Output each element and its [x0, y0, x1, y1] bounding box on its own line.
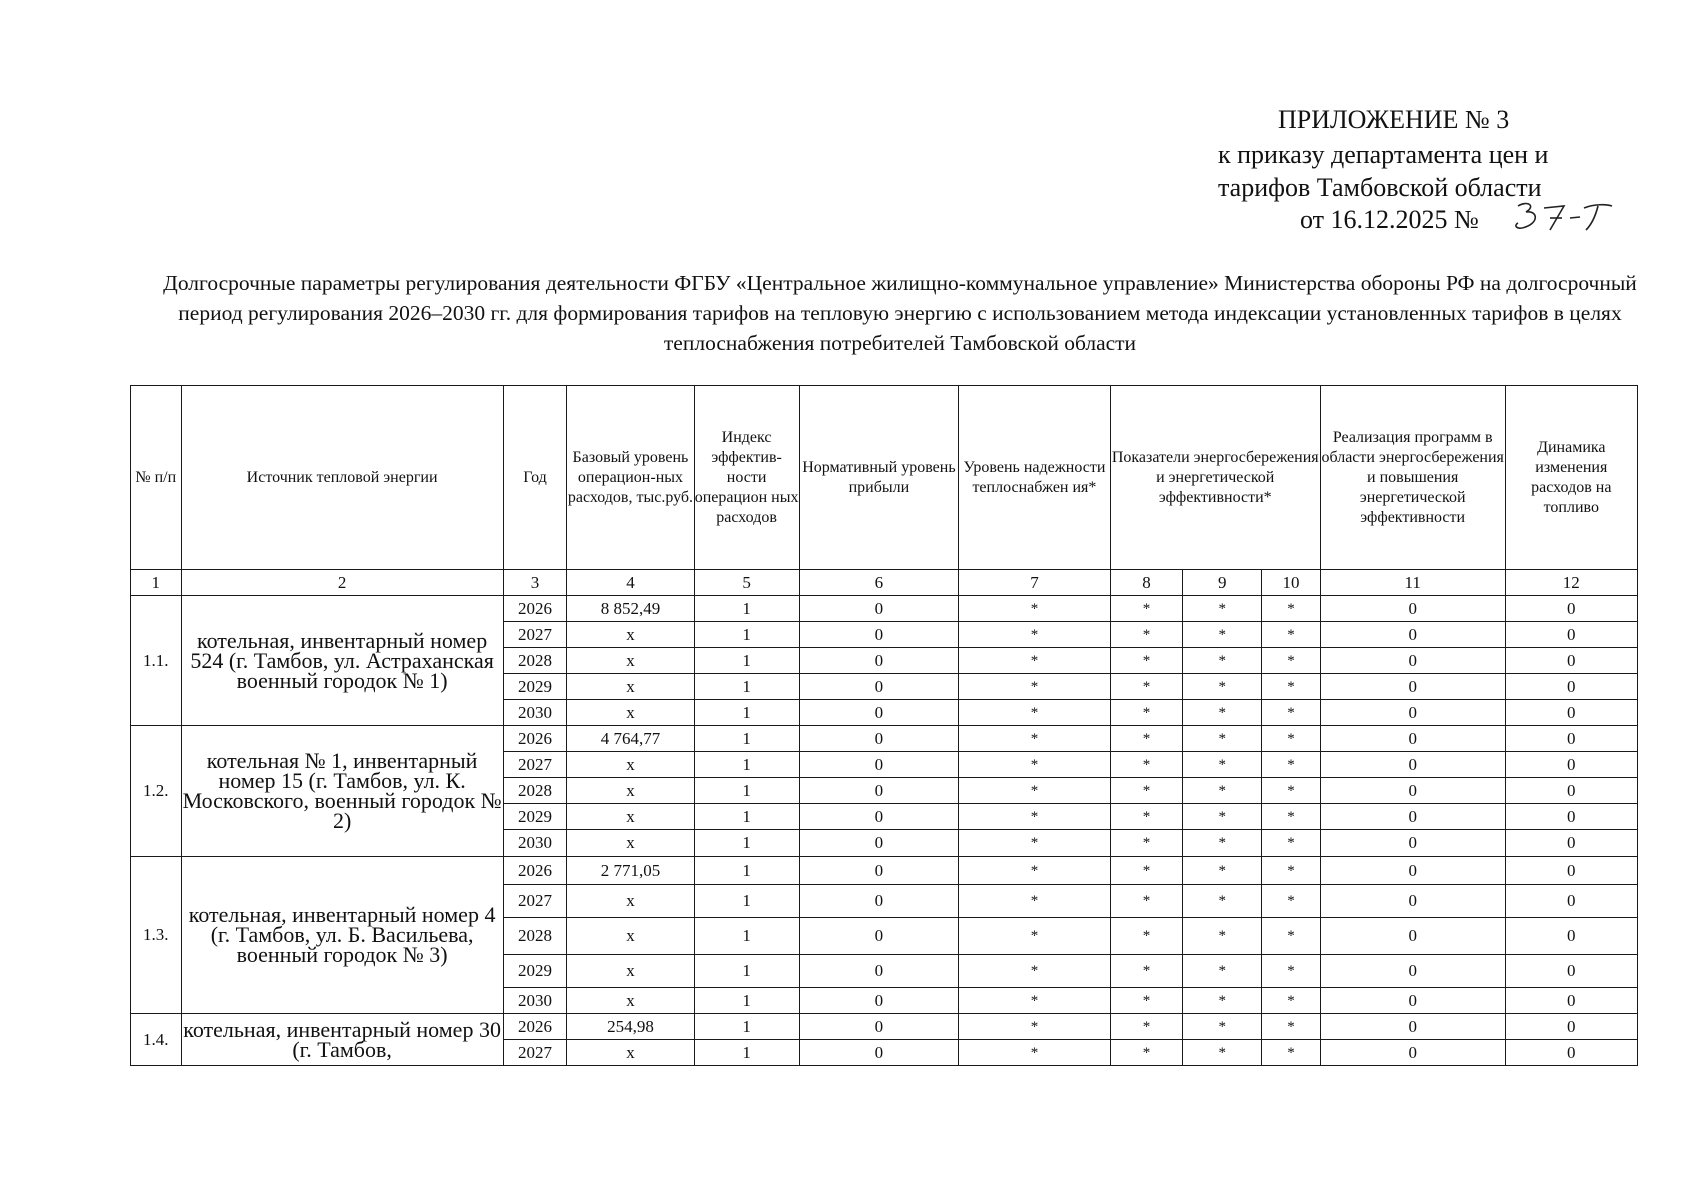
profit-cell: 0: [799, 700, 959, 726]
reliability-cell: *: [959, 700, 1111, 726]
column-number: 2: [181, 570, 503, 596]
energy-indicator-cell: *: [1110, 726, 1183, 752]
row-position-number: 1.1.: [131, 596, 182, 726]
fuel-dynamics-cell: 0: [1505, 988, 1637, 1014]
base-costs-cell: х: [567, 988, 694, 1014]
reliability-cell: *: [959, 1014, 1111, 1040]
energy-indicator-cell: *: [1262, 857, 1321, 885]
heat-source-name: котельная № 1, инвентарный номер 15 (г. Тамбов, ул. К. Московского, военный городок № 2): [181, 726, 503, 857]
energy-indicator-cell: *: [1262, 648, 1321, 674]
energy-indicator-cell: *: [1183, 674, 1262, 700]
appendix-line-3: от 16.12.2025 №: [1300, 205, 1479, 234]
table-row: [131, 857, 1638, 885]
column-number: 12: [1505, 570, 1637, 596]
row-position-number: 1.4.: [131, 1014, 182, 1066]
profit-cell: 0: [799, 726, 959, 752]
programs-cell: 0: [1320, 622, 1505, 648]
base-costs-cell: х: [567, 622, 694, 648]
energy-indicator-cell: *: [1110, 830, 1183, 857]
header-profit: Нормативный уровень прибыли: [799, 386, 959, 570]
year-cell: 2026: [503, 726, 567, 752]
efficiency-index-cell: 1: [694, 648, 799, 674]
energy-indicator-cell: *: [1262, 830, 1321, 857]
energy-indicator-cell: *: [1110, 955, 1183, 988]
fuel-dynamics-cell: 0: [1505, 804, 1637, 830]
fuel-dynamics-cell: 0: [1505, 1040, 1637, 1066]
column-number: 8: [1110, 570, 1183, 596]
appendix-line-1: к приказу департамента цен и: [1218, 140, 1549, 169]
reliability-cell: *: [959, 622, 1111, 648]
efficiency-index-cell: 1: [694, 988, 799, 1014]
parameters-table: [130, 385, 1638, 1066]
heat-source-name: котельная, инвентарный номер 4 (г. Тамбов, ул. Б. Васильева, военный городок № 3): [181, 857, 503, 1014]
profit-cell: 0: [799, 648, 959, 674]
profit-cell: 0: [799, 1014, 959, 1040]
fuel-dynamics-cell: 0: [1505, 1014, 1637, 1040]
profit-cell: 0: [799, 804, 959, 830]
energy-indicator-cell: *: [1110, 778, 1183, 804]
energy-indicator-cell: *: [1110, 752, 1183, 778]
energy-indicator-cell: *: [1183, 804, 1262, 830]
profit-cell: 0: [799, 988, 959, 1014]
profit-cell: 0: [799, 830, 959, 857]
column-number: 1: [131, 570, 182, 596]
energy-indicator-cell: *: [1183, 622, 1262, 648]
column-number-row: [131, 570, 1638, 596]
base-costs-cell: х: [567, 830, 694, 857]
profit-cell: 0: [799, 857, 959, 885]
year-cell: 2026: [503, 1014, 567, 1040]
column-number: 9: [1183, 570, 1262, 596]
energy-indicator-cell: *: [1183, 648, 1262, 674]
column-number: 5: [694, 570, 799, 596]
reliability-cell: *: [959, 1040, 1111, 1066]
column-number: 7: [959, 570, 1111, 596]
programs-cell: 0: [1320, 857, 1505, 885]
year-cell: 2028: [503, 648, 567, 674]
programs-cell: 0: [1320, 674, 1505, 700]
fuel-dynamics-cell: 0: [1505, 622, 1637, 648]
year-cell: 2028: [503, 918, 567, 955]
energy-indicator-cell: *: [1110, 648, 1183, 674]
programs-cell: 0: [1320, 1040, 1505, 1066]
energy-indicator-cell: *: [1183, 857, 1262, 885]
programs-cell: 0: [1320, 885, 1505, 918]
base-costs-cell: х: [567, 918, 694, 955]
energy-indicator-cell: *: [1183, 885, 1262, 918]
profit-cell: 0: [799, 674, 959, 700]
energy-indicator-cell: *: [1183, 778, 1262, 804]
profit-cell: 0: [799, 622, 959, 648]
fuel-dynamics-cell: 0: [1505, 726, 1637, 752]
year-cell: 2030: [503, 700, 567, 726]
profit-cell: 0: [799, 596, 959, 622]
efficiency-index-cell: 1: [694, 955, 799, 988]
heat-source-name: котельная, инвентарный номер 30 (г. Тамбов,: [181, 1014, 503, 1066]
reliability-cell: *: [959, 596, 1111, 622]
year-cell: 2027: [503, 1040, 567, 1066]
table-row: [131, 596, 1638, 622]
energy-indicator-cell: *: [1262, 955, 1321, 988]
year-cell: 2029: [503, 804, 567, 830]
header-efficiency-index: Индекс эффектив-ности операцион ных расходов: [694, 386, 799, 570]
table-row: [131, 726, 1638, 752]
energy-indicator-cell: *: [1110, 1040, 1183, 1066]
efficiency-index-cell: 1: [694, 885, 799, 918]
base-costs-cell: х: [567, 700, 694, 726]
base-costs-cell: х: [567, 648, 694, 674]
programs-cell: 0: [1320, 752, 1505, 778]
efficiency-index-cell: 1: [694, 918, 799, 955]
profit-cell: 0: [799, 752, 959, 778]
energy-indicator-cell: *: [1262, 596, 1321, 622]
efficiency-index-cell: 1: [694, 1014, 799, 1040]
efficiency-index-cell: 1: [694, 857, 799, 885]
table-header-row: [131, 386, 1638, 570]
header-source: Источник тепловой энергии: [181, 386, 503, 570]
column-number: 11: [1320, 570, 1505, 596]
year-cell: 2027: [503, 885, 567, 918]
reliability-cell: *: [959, 804, 1111, 830]
base-costs-cell: х: [567, 1040, 694, 1066]
energy-indicator-cell: *: [1183, 955, 1262, 988]
reliability-cell: *: [959, 885, 1111, 918]
reliability-cell: *: [959, 988, 1111, 1014]
row-position-number: 1.2.: [131, 726, 182, 857]
reliability-cell: *: [959, 752, 1111, 778]
energy-indicator-cell: *: [1262, 726, 1321, 752]
header-programs: Реализация программ в области энергосбережения и повышения энергетической эффективности: [1320, 386, 1505, 570]
reliability-cell: *: [959, 857, 1111, 885]
energy-indicator-cell: *: [1262, 1040, 1321, 1066]
energy-indicator-cell: *: [1110, 622, 1183, 648]
programs-cell: 0: [1320, 1014, 1505, 1040]
efficiency-index-cell: 1: [694, 830, 799, 857]
energy-indicator-cell: *: [1183, 988, 1262, 1014]
year-cell: 2026: [503, 857, 567, 885]
reliability-cell: *: [959, 918, 1111, 955]
fuel-dynamics-cell: 0: [1505, 918, 1637, 955]
header-base-costs: Базовый уровень операцион-ных расходов, тыс.руб.: [567, 386, 694, 570]
energy-indicator-cell: *: [1110, 596, 1183, 622]
column-number: 10: [1262, 570, 1321, 596]
profit-cell: 0: [799, 778, 959, 804]
base-costs-cell: 8 852,49: [567, 596, 694, 622]
energy-indicator-cell: *: [1110, 700, 1183, 726]
programs-cell: 0: [1320, 726, 1505, 752]
energy-indicator-cell: *: [1183, 596, 1262, 622]
reliability-cell: *: [959, 778, 1111, 804]
energy-indicator-cell: *: [1110, 804, 1183, 830]
programs-cell: 0: [1320, 648, 1505, 674]
year-cell: 2030: [503, 988, 567, 1014]
energy-indicator-cell: *: [1183, 1040, 1262, 1066]
energy-indicator-cell: *: [1262, 918, 1321, 955]
efficiency-index-cell: 1: [694, 674, 799, 700]
year-cell: 2028: [503, 778, 567, 804]
energy-indicator-cell: *: [1183, 700, 1262, 726]
year-cell: 2030: [503, 830, 567, 857]
base-costs-cell: 254,98: [567, 1014, 694, 1040]
table-row: [131, 1014, 1638, 1040]
energy-indicator-cell: *: [1262, 778, 1321, 804]
fuel-dynamics-cell: 0: [1505, 752, 1637, 778]
header-energy-indicators: Показатели энергосбережения и энергетической эффективности*: [1110, 386, 1320, 570]
efficiency-index-cell: 1: [694, 622, 799, 648]
fuel-dynamics-cell: 0: [1505, 648, 1637, 674]
fuel-dynamics-cell: 0: [1505, 885, 1637, 918]
energy-indicator-cell: *: [1110, 988, 1183, 1014]
reliability-cell: *: [959, 674, 1111, 700]
energy-indicator-cell: *: [1183, 918, 1262, 955]
base-costs-cell: 2 771,05: [567, 857, 694, 885]
base-costs-cell: х: [567, 804, 694, 830]
programs-cell: 0: [1320, 955, 1505, 988]
energy-indicator-cell: *: [1262, 804, 1321, 830]
base-costs-cell: х: [567, 778, 694, 804]
energy-indicator-cell: *: [1262, 622, 1321, 648]
column-number: 6: [799, 570, 959, 596]
appendix-line-2: тарифов Тамбовской области: [1218, 173, 1542, 202]
fuel-dynamics-cell: 0: [1505, 674, 1637, 700]
profit-cell: 0: [799, 918, 959, 955]
header-year: Год: [503, 386, 567, 570]
efficiency-index-cell: 1: [694, 804, 799, 830]
base-costs-cell: 4 764,77: [567, 726, 694, 752]
fuel-dynamics-cell: 0: [1505, 955, 1637, 988]
energy-indicator-cell: *: [1262, 988, 1321, 1014]
programs-cell: 0: [1320, 778, 1505, 804]
energy-indicator-cell: *: [1262, 1014, 1321, 1040]
energy-indicator-cell: *: [1110, 674, 1183, 700]
energy-indicator-cell: *: [1262, 700, 1321, 726]
programs-cell: 0: [1320, 918, 1505, 955]
efficiency-index-cell: 1: [694, 596, 799, 622]
column-number: 3: [503, 570, 567, 596]
energy-indicator-cell: *: [1262, 752, 1321, 778]
year-cell: 2027: [503, 752, 567, 778]
column-number: 4: [567, 570, 694, 596]
programs-cell: 0: [1320, 830, 1505, 857]
profit-cell: 0: [799, 955, 959, 988]
programs-cell: 0: [1320, 804, 1505, 830]
energy-indicator-cell: *: [1183, 726, 1262, 752]
energy-indicator-cell: *: [1183, 830, 1262, 857]
energy-indicator-cell: *: [1110, 857, 1183, 885]
reliability-cell: *: [959, 830, 1111, 857]
energy-indicator-cell: *: [1262, 674, 1321, 700]
year-cell: 2027: [503, 622, 567, 648]
header-fuel-dynamics: Динамика изменения расходов на топливо: [1505, 386, 1637, 570]
efficiency-index-cell: 1: [694, 700, 799, 726]
programs-cell: 0: [1320, 988, 1505, 1014]
header-num: № п/п: [131, 386, 182, 570]
energy-indicator-cell: *: [1262, 885, 1321, 918]
fuel-dynamics-cell: 0: [1505, 830, 1637, 857]
reliability-cell: *: [959, 955, 1111, 988]
base-costs-cell: х: [567, 674, 694, 700]
base-costs-cell: х: [567, 885, 694, 918]
energy-indicator-cell: *: [1110, 885, 1183, 918]
year-cell: 2026: [503, 596, 567, 622]
year-cell: 2029: [503, 955, 567, 988]
energy-indicator-cell: *: [1183, 752, 1262, 778]
energy-indicator-cell: *: [1110, 918, 1183, 955]
handwritten-order-number: [1510, 198, 1616, 238]
heat-source-name: котельная, инвентарный номер 524 (г. Тамбов, ул. Астраханская военный городок № 1): [181, 596, 503, 726]
efficiency-index-cell: 1: [694, 726, 799, 752]
energy-indicator-cell: *: [1110, 1014, 1183, 1040]
fuel-dynamics-cell: 0: [1505, 778, 1637, 804]
base-costs-cell: х: [567, 752, 694, 778]
appendix-title: ПРИЛОЖЕНИЕ № 3: [1278, 105, 1510, 134]
programs-cell: 0: [1320, 596, 1505, 622]
efficiency-index-cell: 1: [694, 1040, 799, 1066]
year-cell: 2029: [503, 674, 567, 700]
efficiency-index-cell: 1: [694, 778, 799, 804]
energy-indicator-cell: *: [1183, 1014, 1262, 1040]
profit-cell: 0: [799, 885, 959, 918]
document-title: Долгосрочные параметры регулирования деятельности ФГБУ «Центральное жилищно-коммунальное управление» Министерства обороны РФ на долгосрочный период регулирования 2026–2030 гг. для формирования тарифов на тепловую энергию с использованием метода индексации установленных тарифов в целях теплоснабжения потребителей Тамбовской области: [163, 271, 1637, 355]
fuel-dynamics-cell: 0: [1505, 596, 1637, 622]
reliability-cell: *: [959, 726, 1111, 752]
fuel-dynamics-cell: 0: [1505, 857, 1637, 885]
row-position-number: 1.3.: [131, 857, 182, 1014]
header-reliability: Уровень надежности теплоснабжен ия*: [959, 386, 1111, 570]
base-costs-cell: х: [567, 955, 694, 988]
programs-cell: 0: [1320, 700, 1505, 726]
reliability-cell: *: [959, 648, 1111, 674]
efficiency-index-cell: 1: [694, 752, 799, 778]
fuel-dynamics-cell: 0: [1505, 700, 1637, 726]
profit-cell: 0: [799, 1040, 959, 1066]
